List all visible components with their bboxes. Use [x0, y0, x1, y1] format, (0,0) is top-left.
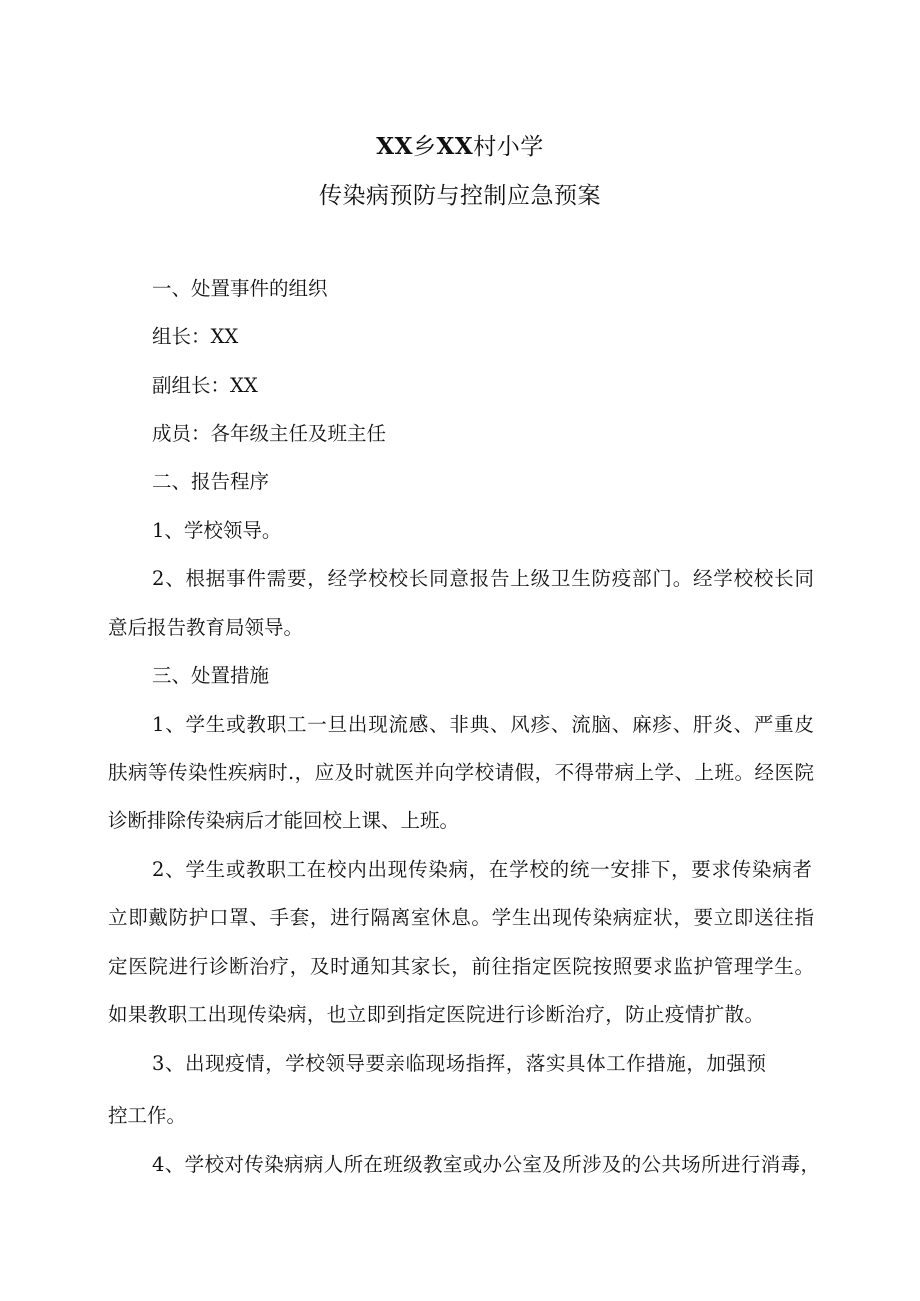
title-village-school: 村小学	[473, 134, 544, 160]
document-title-line-1	[0, 128, 920, 161]
paragraph-leader: 组长：XX	[152, 325, 239, 348]
paragraph-measure-2-line-4: 如果教职工出现传染病，也立即到指定医院进行诊断治疗，防止疫情扩散。	[108, 1003, 764, 1026]
paragraph-measure-2-line-3: 定医院进行诊断治疗，及时通知其家长，前往指定医院按照要求监护管理学生。	[108, 955, 814, 978]
paragraph-measure-4-line-1: 4、学校对传染病病人所在班级教室或办公室及所涉及的公共场所进行消毒，	[152, 1153, 820, 1176]
title-school-code-2: XX	[436, 133, 474, 160]
paragraph-report-2-line-2: 意后报告教育局领导。	[108, 616, 304, 639]
paragraph-measure-3-line-2: 控工作。	[108, 1104, 187, 1127]
title-township: 乡	[413, 134, 437, 160]
paragraph-report-1: 1、学校领导。	[152, 519, 282, 542]
section-heading-measures: 三、处置措施	[152, 664, 270, 687]
paragraph-measure-1-line-1: 1、学生或教职工一旦出现流感、非典、风疹、流脑、麻疹、肝炎、严重皮	[152, 713, 814, 736]
paragraph-report-2-line-1: 2、根据事件需要，经学校校长同意报告上级卫生防疫部门。经学校校长同	[152, 567, 814, 590]
paragraph-members: 成员：各年级主任及班主任	[152, 422, 387, 445]
title-school-code-1: XX	[376, 133, 413, 160]
paragraph-deputy-leader: 副组长：XX	[152, 374, 258, 397]
paragraph-measure-3-line-1: 3、出现疫情，学校领导要亲临现场指挥，落实具体工作措施，加强预	[152, 1052, 766, 1075]
paragraph-measure-2-line-2: 立即戴防护口罩、手套，进行隔离室休息。学生出现传染病症状，要立即送往指	[108, 906, 814, 929]
paragraph-measure-2-line-1: 2、学生或教职工在校内出现传染病，在学校的统一安排下，要求传染病者	[152, 858, 812, 881]
paragraph-measure-1-line-3: 诊断排除传染病后才能回校上课、上班。	[108, 809, 460, 832]
paragraph-measure-1-line-2: 肤病等传染性疾病时.，应及时就医并向学校请假，不得带病上学、上班。经医院	[108, 761, 814, 784]
section-heading-organization: 一、处置事件的组织	[152, 277, 328, 300]
document-title-line-2: 传染病预防与控制应急预案	[319, 183, 601, 209]
section-heading-reporting: 二、报告程序	[152, 470, 270, 493]
